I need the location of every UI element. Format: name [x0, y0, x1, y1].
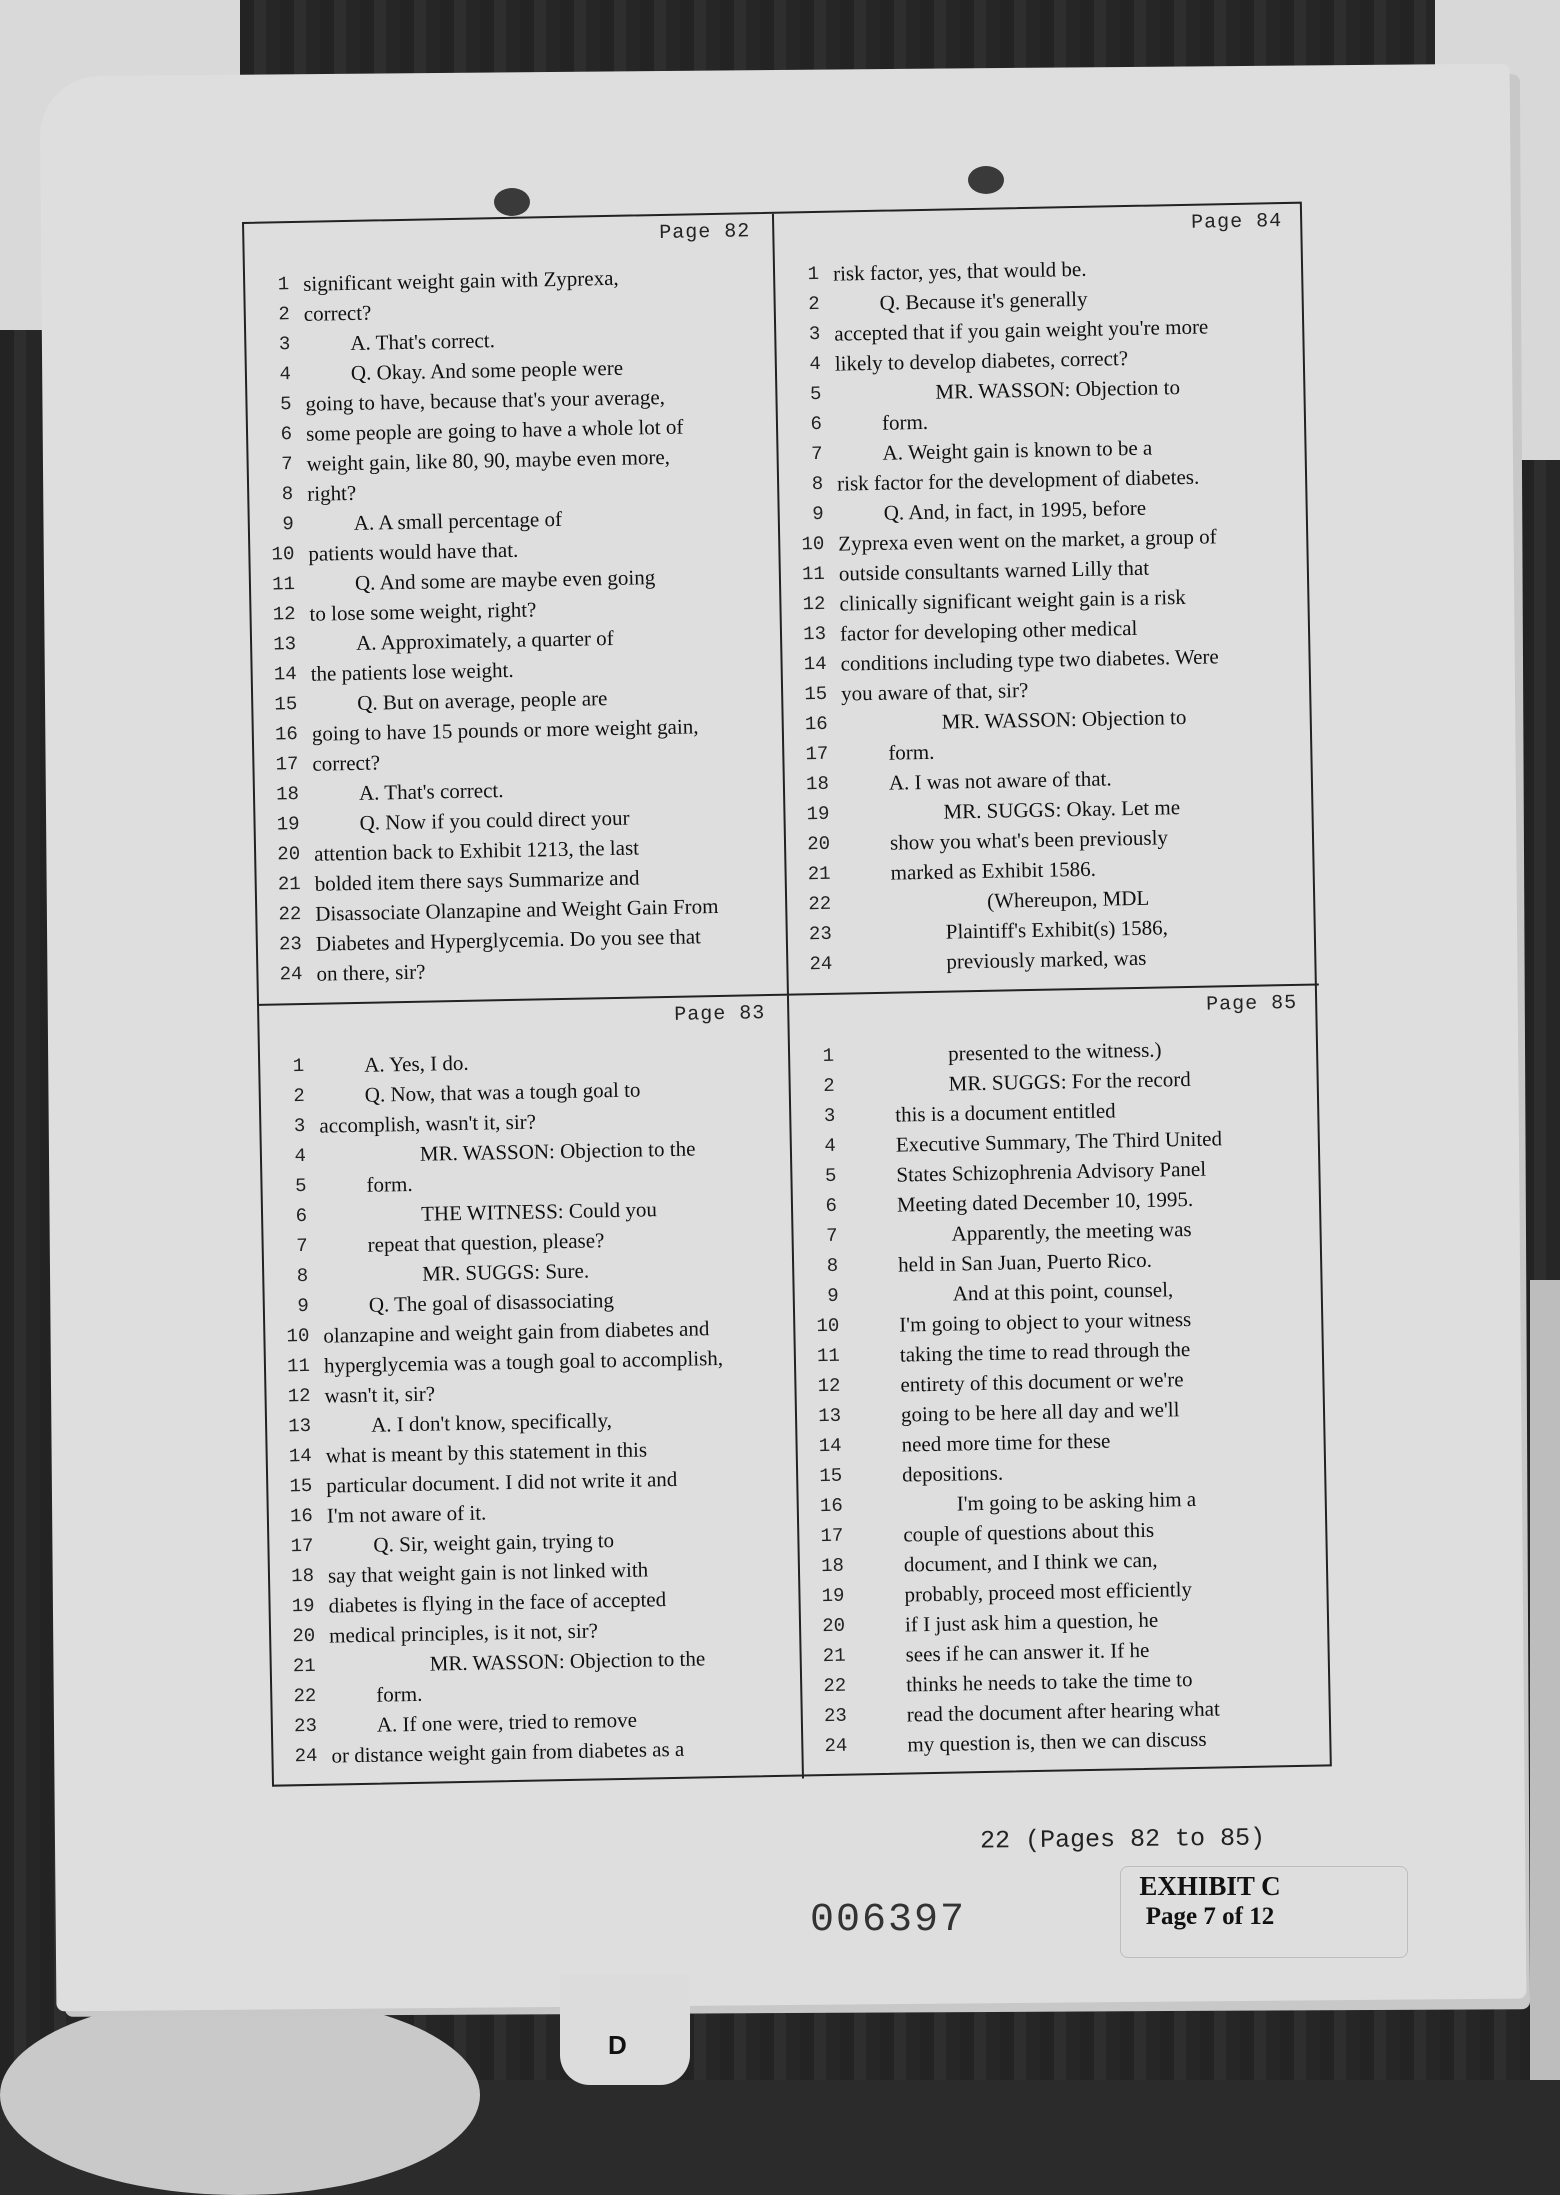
- line-number: 23: [808, 922, 832, 946]
- line-number: 8: [296, 1264, 309, 1288]
- line-text: depositions.: [901, 1460, 1004, 1487]
- line-number: 2: [823, 1074, 835, 1097]
- line-text: Plaintiff's Exhibit(s) 1586,: [945, 915, 1169, 944]
- line-number: 19: [291, 1594, 315, 1618]
- line-number: 3: [278, 333, 291, 356]
- line-text: clinically significant weight gain is a risk: [839, 584, 1187, 616]
- line-text: A. That's correct.: [350, 328, 496, 355]
- line-number: 6: [280, 423, 293, 446]
- line-number: 24: [279, 962, 303, 986]
- line-number: 4: [294, 1144, 307, 1168]
- line-number: 4: [279, 363, 292, 386]
- line-text: form.: [888, 739, 935, 765]
- line-text: going to have, because that's your average,: [305, 384, 666, 416]
- exhibit-stamp: [1135, 1870, 1285, 1932]
- line-text: MR. WASSON: Objection to: [941, 704, 1187, 734]
- line-number: 18: [820, 1554, 845, 1578]
- line-text: Q. The goal of disassociating: [368, 1288, 615, 1317]
- line-number: 17: [820, 1524, 844, 1548]
- line-text: A. Approximately, a quarter of: [355, 625, 614, 655]
- line-text: on there, sir?: [316, 959, 426, 986]
- line-text: Apparently, the meeting was: [951, 1216, 1192, 1246]
- line-number: 16: [289, 1504, 314, 1528]
- line-text: MR. WASSON: Objection to the: [419, 1136, 696, 1166]
- punch-hole-right: [968, 166, 1004, 194]
- line-number: 21: [822, 1644, 846, 1668]
- line-list: [245, 260, 787, 990]
- line-text: previously marked, was: [946, 945, 1147, 974]
- line-text: sees if he can answer it. If he: [905, 1637, 1150, 1667]
- line-text: diabetes is flying in the face of accepted: [328, 1587, 667, 1618]
- line-text: weight gain, like 80, 90, maybe even more,: [306, 444, 671, 476]
- line-text: document, and I think we can,: [903, 1547, 1158, 1577]
- line-text: MR. SUGGS: Okay. Let me: [943, 795, 1181, 824]
- line-text: entirety of this document or we're: [900, 1367, 1184, 1397]
- transcript-block: [242, 202, 1332, 1787]
- line-text: outside consultants warned Lilly that: [838, 555, 1150, 586]
- line-number: 12: [802, 592, 826, 616]
- line-text: I'm going to object to your witness: [899, 1306, 1192, 1337]
- line-text: patients would have that.: [308, 537, 519, 566]
- line-number: 2: [808, 292, 820, 316]
- line-number: 23: [278, 932, 303, 956]
- line-text: need more time for these: [901, 1428, 1111, 1457]
- line-number: 9: [297, 1294, 310, 1318]
- line-number: 13: [273, 633, 297, 656]
- line-text: Q. Sir, weight gain, trying to: [373, 1528, 615, 1557]
- line-number: 5: [279, 393, 292, 416]
- line-text: Q. Now if you could direct your: [359, 805, 630, 835]
- line-number: 10: [286, 1324, 310, 1348]
- line-text: going to be here all day and we'll: [900, 1397, 1180, 1427]
- line-text: or distance weight gain from diabetes as a: [331, 1736, 685, 1768]
- line-number: 7: [281, 453, 293, 476]
- line-text: Q. And some are maybe even going: [354, 565, 656, 595]
- line-number: 1: [292, 1054, 305, 1078]
- line-text: And at this point, counsel,: [952, 1277, 1174, 1306]
- line-text: this is a document entitled: [895, 1098, 1116, 1127]
- line-text: A. If one were, tried to remove: [376, 1707, 638, 1737]
- line-text: significant weight gain with Zyprexa,: [302, 265, 619, 296]
- line-number: 22: [808, 892, 832, 916]
- line-text: correct?: [312, 750, 381, 776]
- line-text: couple of questions about this: [903, 1517, 1155, 1547]
- line-text: taking the time to read through the: [899, 1337, 1191, 1367]
- line-number: 18: [275, 783, 300, 806]
- line-text: A. A small percentage of: [353, 506, 563, 535]
- line-text: presented to the witness.): [947, 1037, 1162, 1066]
- page-label: Page 82: [659, 220, 751, 245]
- line-number: 3: [808, 322, 821, 346]
- line-text: going to have 15 pounds or more weight gain,: [311, 714, 699, 746]
- line-number: 21: [277, 872, 301, 896]
- line-number: 7: [296, 1234, 308, 1258]
- index-tab-letter: D: [608, 2030, 627, 2060]
- line-text: right?: [306, 480, 357, 506]
- line-number: 15: [804, 682, 828, 706]
- line-number: 22: [823, 1674, 847, 1698]
- line-text: I'm going to be asking him a: [956, 1486, 1197, 1516]
- line-number: 5: [294, 1174, 307, 1198]
- line-number: 8: [826, 1254, 839, 1277]
- line-text: conditions including type two diabetes. Were: [840, 644, 1219, 676]
- quadrant-page-82: [244, 214, 789, 1006]
- index-tab: [560, 1975, 690, 2085]
- line-number: 9: [827, 1284, 839, 1307]
- line-number: 1: [822, 1044, 835, 1068]
- line-number: 5: [809, 382, 822, 406]
- line-text: marked as Exhibit 1586.: [890, 856, 1097, 885]
- quadrant-page-83: [259, 996, 804, 1789]
- line-text: particular document. I did not write it and: [326, 1466, 678, 1498]
- line-text: form.: [881, 409, 929, 435]
- line-text: MR. SUGGS: Sure.: [421, 1258, 590, 1286]
- line-number: 23: [823, 1704, 847, 1728]
- line-text: A. I was not aware of that.: [888, 766, 1112, 795]
- line-number: 15: [274, 693, 298, 716]
- line-text: attention back to Exhibit 1213, the last: [313, 835, 640, 866]
- line-text: read the document after hearing what: [906, 1696, 1221, 1727]
- line-text: likely to develop diabetes, correct?: [834, 346, 1129, 376]
- line-text: form.: [376, 1681, 423, 1707]
- line-number: 11: [286, 1354, 311, 1378]
- line-number: 15: [289, 1474, 313, 1498]
- line-number: 14: [273, 663, 297, 686]
- page-label: Page 84: [1190, 210, 1283, 235]
- line-text: risk factor for the development of diabetes.: [836, 464, 1200, 496]
- line-number: 10: [816, 1314, 840, 1338]
- page-range-footer: 22 (Pages 82 to 85): [979, 1823, 1266, 1856]
- line-text: accepted that if you gain weight you're more: [834, 314, 1209, 346]
- line-number: 2: [293, 1084, 306, 1108]
- transcript-grid: [242, 202, 1332, 1787]
- exhibit-title: EXHIBIT C: [1139, 1871, 1281, 1901]
- line-list: [775, 250, 1319, 980]
- quadrant-page-84: [774, 204, 1319, 996]
- line-text: probably, proceed most efficiently: [904, 1577, 1193, 1607]
- line-number: 11: [801, 562, 826, 586]
- line-text: Q. And, in fact, in 1995, before: [883, 495, 1147, 525]
- bates-number: 006397: [810, 1898, 967, 1943]
- line-text: Q. Now, that was a tough goal to: [364, 1077, 641, 1107]
- line-number: 14: [803, 652, 827, 676]
- line-text: (Whereupon, MDL: [986, 885, 1150, 913]
- line-number: 8: [281, 483, 294, 506]
- line-text: Q. Okay. And some people were: [350, 355, 624, 385]
- line-number: 19: [276, 813, 300, 836]
- line-number: 11: [816, 1344, 841, 1368]
- line-text: held in San Juan, Puerto Rico.: [897, 1247, 1153, 1277]
- line-text: form.: [366, 1171, 413, 1197]
- line-number: 6: [810, 412, 823, 436]
- line-number: 16: [274, 723, 299, 746]
- line-number: 20: [292, 1624, 316, 1648]
- line-number: 4: [809, 352, 822, 376]
- line-text: repeat that question, please?: [367, 1228, 605, 1257]
- line-number: 4: [824, 1134, 837, 1157]
- line-text: you aware of that, sir?: [840, 677, 1029, 706]
- line-text: Meeting dated December 10, 1995.: [896, 1186, 1194, 1217]
- line-number: 10: [801, 532, 825, 556]
- line-text: accomplish, wasn't it, sir?: [319, 1109, 537, 1138]
- line-text: A. Weight gain is known to be a: [882, 435, 1153, 465]
- line-text: States Schizophrenia Advisory Panel: [896, 1156, 1207, 1187]
- line-number: 16: [819, 1494, 843, 1518]
- line-text: my question is, then we can discuss: [907, 1726, 1207, 1757]
- line-text: Executive Summary, The Third United: [895, 1126, 1223, 1157]
- page-label: Page 85: [1205, 991, 1298, 1017]
- line-text: hyperglycemia was a tough goal to accomplish,: [323, 1345, 724, 1378]
- line-list: [790, 1031, 1334, 1761]
- line-text: A. I don't know, specifically,: [370, 1408, 613, 1437]
- line-text: some people are going to have a whole lot of: [305, 414, 684, 446]
- line-text: factor for developing other medical: [839, 615, 1138, 646]
- line-number: 9: [812, 502, 824, 526]
- background-object: [0, 1995, 480, 2195]
- line-number: 9: [282, 513, 295, 536]
- line-number: 7: [810, 442, 823, 466]
- line-text: thinks he needs to take the time to: [905, 1667, 1193, 1697]
- line-number: 12: [817, 1374, 841, 1398]
- line-number: 24: [809, 952, 833, 976]
- line-number: 22: [278, 902, 302, 926]
- line-number: 14: [288, 1444, 312, 1468]
- line-number: 2: [278, 303, 290, 326]
- line-number: 22: [293, 1684, 317, 1708]
- line-text: Zyprexa even went on the market, a group of: [838, 524, 1217, 556]
- line-number: 17: [275, 753, 299, 776]
- line-text: wasn't it, sir?: [324, 1381, 436, 1408]
- line-number: 20: [277, 843, 301, 866]
- line-number: 6: [825, 1194, 838, 1217]
- line-text: medical principles, is it not, sir?: [328, 1618, 599, 1648]
- line-number: 18: [805, 772, 830, 796]
- line-number: 11: [271, 573, 296, 596]
- line-text: show you what's been previously: [889, 825, 1169, 855]
- line-number: 15: [819, 1464, 843, 1488]
- line-text: I'm not aware of it.: [326, 1500, 487, 1528]
- line-number: 21: [292, 1654, 316, 1678]
- line-list: [260, 1042, 802, 1772]
- line-text: Q. Because it's generally: [879, 286, 1088, 315]
- line-text: THE WITNESS: Could you: [420, 1197, 658, 1226]
- line-text: A. Yes, I do.: [363, 1050, 469, 1077]
- line-number: 24: [294, 1744, 318, 1768]
- line-number: 17: [290, 1534, 314, 1558]
- line-number: 18: [290, 1564, 315, 1588]
- line-number: 20: [822, 1614, 846, 1638]
- line-number: 8: [811, 472, 824, 496]
- page-label: Page 83: [674, 1002, 766, 1027]
- line-number: 13: [818, 1404, 842, 1428]
- line-text: MR. WASSON: Objection to: [935, 375, 1181, 404]
- line-number: 14: [818, 1434, 842, 1458]
- line-number: 16: [804, 712, 828, 736]
- line-number: 5: [824, 1164, 837, 1187]
- line-number: 12: [272, 603, 296, 626]
- line-text: correct?: [303, 300, 372, 326]
- line-text: what is meant by this statement in this: [325, 1437, 648, 1468]
- line-text: olanzapine and weight gain from diabetes and: [323, 1316, 710, 1348]
- line-text: say that weight gain is not linked with: [327, 1557, 649, 1588]
- line-number: 19: [806, 802, 830, 826]
- line-number: 13: [802, 622, 827, 646]
- background-paper-edge: [1530, 1280, 1560, 2080]
- line-text: the patients lose weight.: [310, 657, 514, 686]
- line-text: Diabetes and Hyperglycemia. Do you see that: [315, 924, 702, 956]
- line-text: bolded item there says Summarize and: [314, 865, 640, 896]
- quadrant-page-85: [789, 985, 1334, 1778]
- line-text: MR. WASSON: Objection to the: [429, 1646, 706, 1676]
- line-number: 10: [271, 543, 295, 566]
- line-number: 7: [825, 1224, 838, 1247]
- line-text: MR. SUGGS: For the record: [948, 1066, 1191, 1096]
- line-number: 20: [807, 832, 831, 856]
- line-number: 1: [277, 273, 290, 296]
- punch-hole-left: [494, 188, 530, 216]
- line-number: 24: [824, 1734, 848, 1758]
- line-text: Disassociate Olanzapine and Weight Gain From: [315, 893, 719, 926]
- line-number: 12: [287, 1384, 311, 1408]
- line-number: 13: [288, 1414, 312, 1438]
- line-number: 6: [295, 1204, 308, 1228]
- line-text: Q. But on average, people are: [357, 686, 608, 715]
- line-number: 3: [823, 1104, 836, 1127]
- line-text: risk factor, yes, that would be.: [832, 256, 1087, 286]
- line-number: 21: [807, 862, 831, 886]
- line-text: to lose some weight, right?: [309, 597, 537, 626]
- line-text: if I just ask him a question, he: [904, 1607, 1159, 1637]
- line-number: 3: [293, 1114, 306, 1138]
- line-text: A. That's correct.: [358, 778, 504, 805]
- line-number: 19: [821, 1584, 845, 1608]
- line-number: 1: [807, 262, 820, 286]
- exhibit-page: Page 7 of 12: [1145, 1903, 1275, 1930]
- line-number: 17: [805, 742, 829, 766]
- line-number: 23: [293, 1714, 318, 1738]
